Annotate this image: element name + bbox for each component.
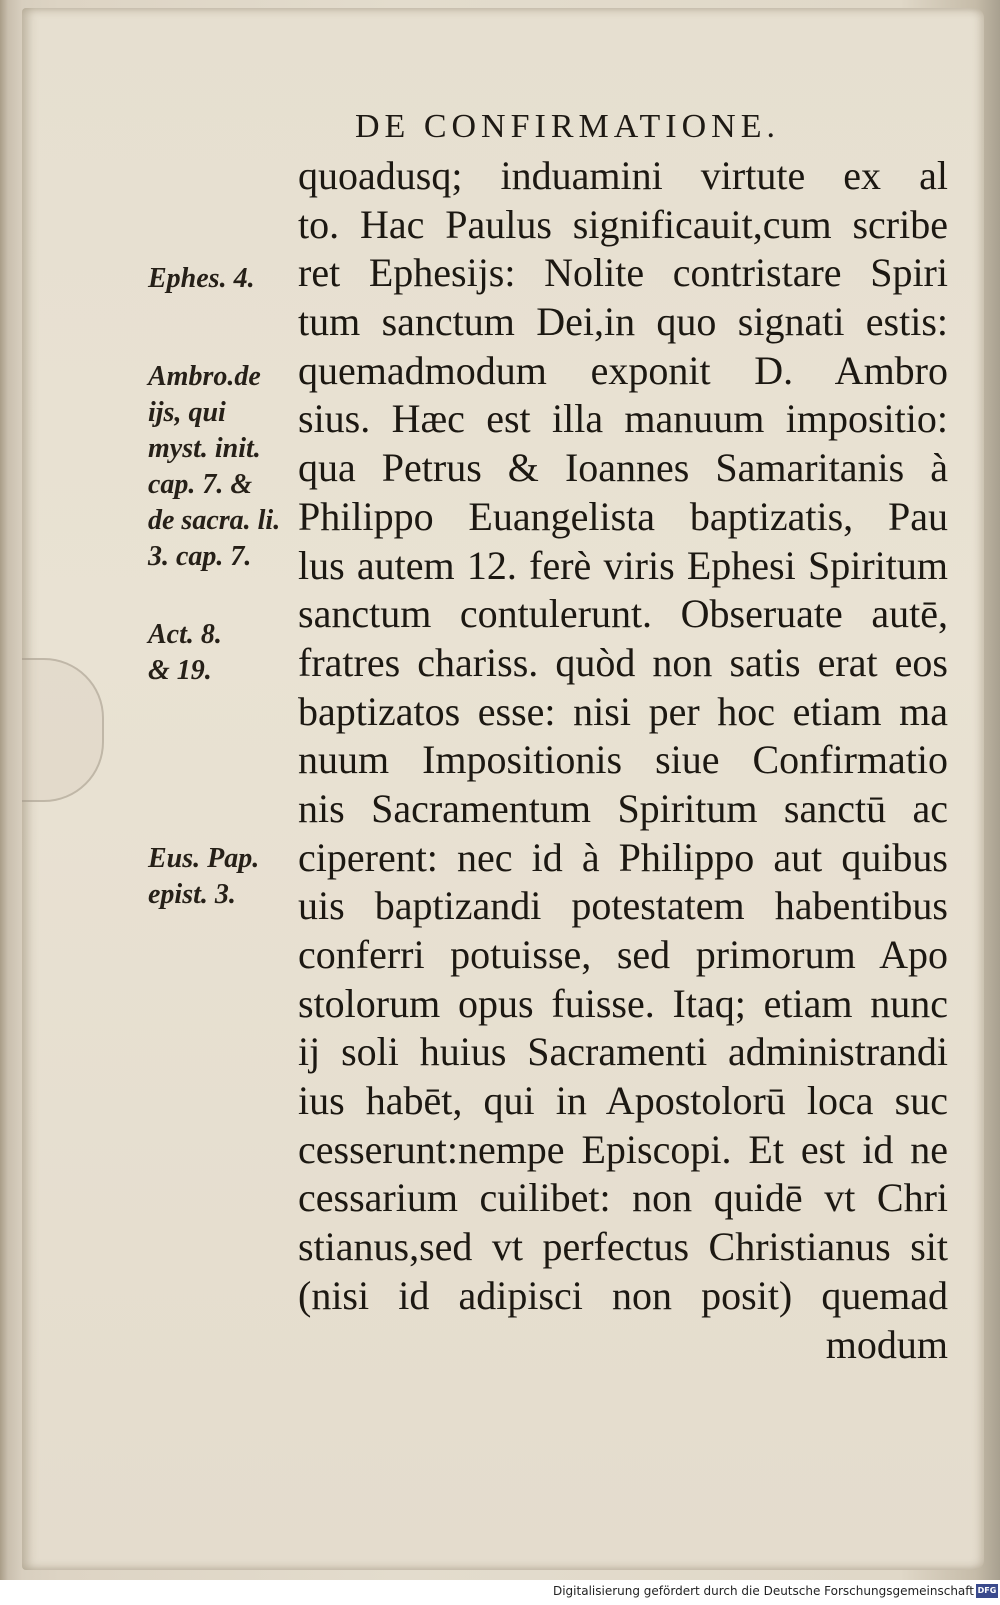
text-line: lus autem 12. ferè viris Ephesi Spiritum bbox=[298, 542, 948, 588]
text-line: stianus,sed vt perfectus Christianus sit bbox=[298, 1224, 948, 1270]
marginal-line: de sacra. li. bbox=[148, 505, 281, 536]
marginal-line: Ephes. 4. bbox=[148, 263, 255, 294]
text-line: modum bbox=[825, 1321, 948, 1367]
marginal-note-ambrose bbox=[148, 360, 293, 576]
marginal-line: & 19. bbox=[148, 655, 212, 686]
text-line: stolorum opus fuisse. Itaq; etiam nunc bbox=[298, 980, 948, 1026]
dfg-logo: DFG bbox=[976, 1584, 998, 1598]
text-line: quoadusq; induamini virtute ex al bbox=[298, 153, 948, 198]
text-line: sanctum contulerunt. Obseruate autē, bbox=[298, 591, 948, 637]
text-line: cessarium cuilibet: non quidē vt Chri bbox=[298, 1175, 948, 1221]
text-line: nis Sacramentum Spiritum sanctū ac bbox=[298, 785, 948, 831]
text-line: cesserunt:nempe Episcopi. Et est id ne bbox=[298, 1126, 948, 1172]
page-clip-mark bbox=[22, 658, 104, 802]
marginal-note-eusebius bbox=[148, 842, 293, 914]
marginal-line: 3. cap. 7. bbox=[148, 541, 252, 572]
text-line: ciperent: nec id à Philippo aut quibus bbox=[298, 834, 948, 880]
text-line: (nisi id adipisci non posit) quemad bbox=[298, 1272, 948, 1318]
text-line: quemadmodum exponit D. Ambro bbox=[298, 347, 948, 393]
marginal-line: Eus. Pap. bbox=[148, 843, 260, 874]
text-line: ret Ephesijs: Nolite contristare Spiri bbox=[298, 250, 948, 296]
text-line: Philippo Euangelista baptizatis, Pau bbox=[298, 493, 948, 539]
footer-credit: Digitalisierung gefördert durch die Deutsche Forschungsgemeinschaft bbox=[552, 1584, 974, 1598]
text-line: baptizatos esse: nisi per hoc etiam ma bbox=[298, 688, 948, 734]
text-line: nuum Impositionis siue Confirmatio bbox=[298, 737, 948, 783]
marginal-line: epist. 3. bbox=[148, 879, 236, 910]
marginal-line: Ambro.de bbox=[148, 361, 261, 392]
text-line: tum sanctum Dei,in quo signati estis: bbox=[298, 299, 948, 345]
marginal-line: myst. init. bbox=[148, 433, 261, 464]
footer-bar bbox=[0, 1580, 1000, 1605]
text-line: ij soli huius Sacramenti administrandi bbox=[298, 1029, 948, 1075]
marginal-line: cap. 7. & bbox=[148, 469, 253, 500]
body-text bbox=[298, 152, 948, 1369]
text-line: to. Hac Paulus significauit,cum scribe bbox=[298, 201, 948, 247]
text-line: sius. Hæc est illa manuum impositio: bbox=[298, 396, 948, 442]
running-head: DE CONFIRMATIONE. bbox=[355, 108, 780, 145]
marginal-line: Act. 8. bbox=[148, 619, 222, 650]
text-line: ius habēt, qui in Apostolorū loca suc bbox=[298, 1078, 948, 1124]
text-line: uis baptizandi potestatem habentibus bbox=[298, 883, 948, 929]
marginal-note-ephesians bbox=[148, 262, 293, 298]
text-line: fratres chariss. quòd non satis erat eos bbox=[298, 639, 948, 685]
text-line: qua Petrus & Ioannes Samaritanis à bbox=[298, 445, 948, 491]
marginal-line: ijs, qui bbox=[148, 397, 226, 428]
text-line: conferri potuisse, sed primorum Apo bbox=[298, 932, 948, 977]
marginal-note-acts bbox=[148, 618, 293, 690]
